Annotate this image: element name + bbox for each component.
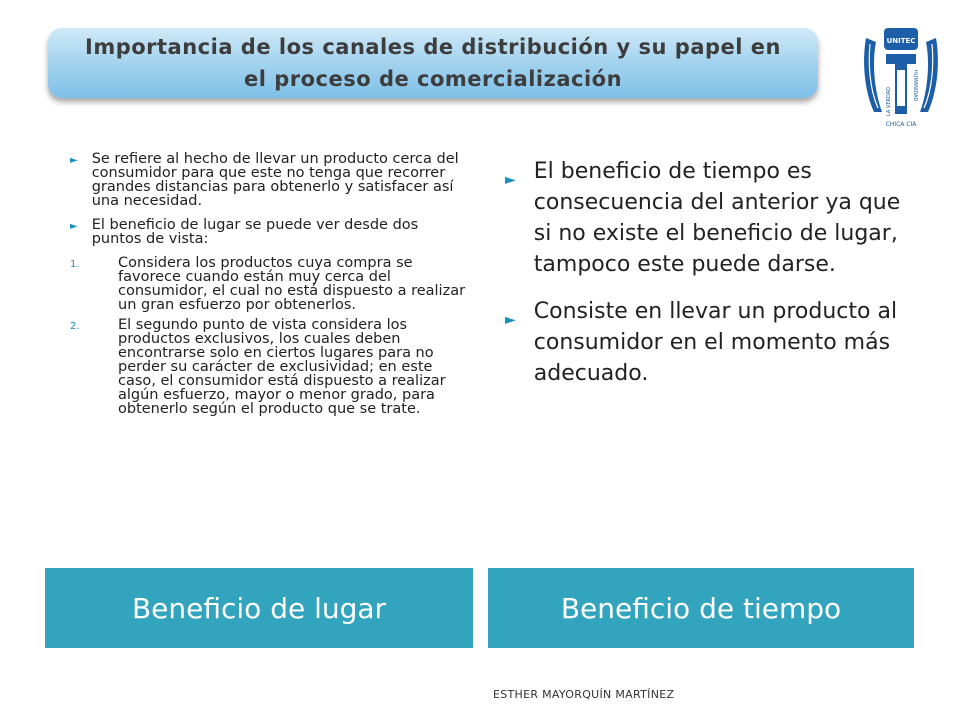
unitec-logo: [860, 20, 942, 132]
arrow-bullet-icon: ►: [70, 155, 78, 166]
footer-author: ESTHER MAYORQUÍN MARTÍNEZ: [493, 688, 675, 701]
logo-emblem-icon: [860, 20, 942, 132]
left-bullet: [70, 152, 470, 208]
slide-title: Importancia de los canales de distribución y su papel en el proceso de comercialización: [85, 35, 781, 91]
item-text: El segundo punto de vista considera los productos exclusivos, los cuales deben encontrarse solo en ciertos lugares para no perder su carácter de exclusividad; en este caso, el consumidor está dispuesto a realizar algún esfuerzo, mayor o menor grado, para obtenerlo según el producto que se trate.: [118, 317, 446, 417]
arrow-bullet-icon: ►: [505, 312, 516, 328]
logo-bottom-text: CHICA CIA: [885, 121, 917, 128]
left-bullet: [70, 218, 470, 246]
left-bullet-text: El beneficio de lugar se puede ver desde dos puntos de vista:: [91, 217, 419, 247]
right-bullet-text: Consiste en llevar un producto al consumidor en el momento más adecuado.: [533, 299, 898, 386]
right-bullet: [505, 156, 915, 280]
banner-beneficio-lugar: Beneficio de lugar: [45, 568, 473, 648]
numbered-item: [70, 256, 470, 312]
title-box: [48, 28, 818, 98]
item-text: Considera los productos cuya compra se favorece cuando están muy cerca del consumidor, el cual no está dispuesto a realizar un gran esfuerzo por obtenerlos.: [118, 255, 466, 313]
numbered-list: [70, 256, 470, 416]
right-column: [505, 156, 915, 405]
right-bullet: [505, 296, 915, 389]
logo-top-text: UNITEC: [886, 37, 916, 45]
right-bullet-text: El beneficio de tiempo es consecuencia del anterior ya que si no existe el beneficio de lugar, tampoco este puede darse.: [533, 159, 901, 277]
left-column: [70, 152, 470, 422]
numbered-item: [70, 318, 470, 416]
logo-side-left: LA VERDAD: [886, 87, 892, 116]
banner-beneficio-tiempo: Beneficio de tiempo: [488, 568, 914, 648]
item-number: 1.: [70, 259, 80, 270]
item-number: 2.: [70, 321, 80, 332]
left-bullet-text: Se refiere al hecho de llevar un producto cerca del consumidor para que este no tenga que recorrer grandes distancias para obtenerlo y satisfacer así una necesidad.: [91, 151, 459, 209]
arrow-bullet-icon: ►: [505, 172, 516, 188]
logo-side-right: HUMANIDAD: [912, 70, 918, 102]
arrow-bullet-icon: ►: [70, 221, 78, 232]
